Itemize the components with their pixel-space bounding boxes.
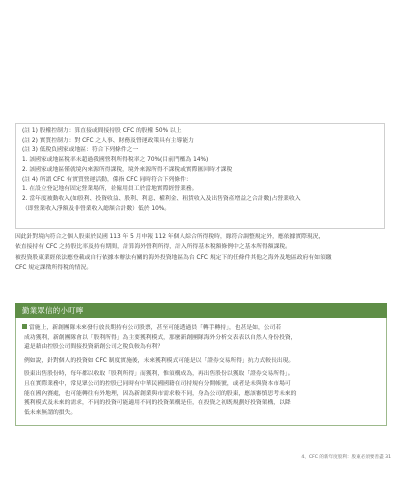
note-line: 1. 該國家或地區稅率未超過我國營利所得稅率之 70%(目前門檻為 14%)	[22, 157, 209, 164]
notes-box	[15, 123, 385, 229]
note-line: 2. 該國家或地區僅就境內來源所得課稅，境外來源所得不課稅或實際匯回時才課稅	[22, 166, 233, 173]
bullet-square-icon	[22, 324, 27, 329]
tip-header	[15, 303, 387, 318]
note-line: 2. 當年度被動收入(如股利、投資收益、股利、利息、權利金、租賃收入及出售資產增益之合計數)占營業收入	[22, 195, 301, 202]
note-line: 1. 在設立登記地有固定營業場所，並僱用員工於當地實際經營業務。	[22, 186, 198, 193]
tip-line: 例如說，針對個人的投資如 CFC 制度實施後，未來獲利模式可能是以「證券交易所得」抗力式較長出現。	[24, 357, 295, 364]
note-line: (註 4) 所謂 CFC 有實質營運活動，係指 CFC 同時符合下列條件：	[22, 176, 192, 183]
tip-line: 能在國內賽處，也可能轉往有外地理，因為新創業與市需求較不同，身為公司的股東，應該審慎思考未來的	[24, 390, 297, 397]
paragraph-line: CFC 規定課徵所得稅的情況。	[15, 264, 93, 271]
note-line: (註 1) 股權控制力：算直接或間接持股 CFC 的股權 50% 以上	[22, 128, 182, 134]
paragraph-line: 依直接持有 CFC 之持股比率及持有期間，計算海外營利所得，計入所得基本稅額條例中之基本所得額課稅。	[15, 244, 291, 251]
tip-body	[15, 318, 387, 426]
page-footer: 4、CFC 的新年度股利：股東必須要善盡 31	[301, 455, 391, 460]
note-line: （即營業收入淨額及非營業收入總額合計數）低於 10%。	[22, 205, 171, 212]
tip-line: 當施上，新創團隊未來發行放長期持有公司股票，甚至可能透過員「轉手轉持」，也甚是如，公司若	[29, 325, 282, 331]
tip-line: 成功獲利，新創團隊會以「股利所得」為主要獲利模式，那麼新創團隊海外分析交表表以自然人身份投資，	[24, 334, 297, 341]
tip-line: 低未來無謂的損失。	[24, 409, 77, 416]
tip-title: 勤業眾信的小叮嚀	[22, 306, 84, 315]
body-paragraph	[15, 232, 387, 273]
note-line: (註 3) 低稅負國家或地區：符合下列條件之一	[22, 147, 139, 154]
tip-paragraph	[22, 370, 380, 418]
tip-line: 獲利模式及未來的需求，不同的投資可能適用不同的投資架構是佳，在投資之初既規劃好投資架構，以降	[24, 400, 291, 407]
paragraph-line: 被投資股東業經依法應登載或自行依據本辦法有關的海外投資地區為台 CFC 規定下的任條件其他之海外及地區政府有如須繳	[15, 254, 332, 261]
tip-paragraph	[22, 357, 380, 367]
tip-paragraph	[22, 324, 380, 353]
tip-line: 股東出售股份時，每年都以收取「股利所得」而獲利，惟須構成為，再出售股份以獲取「證券交易所得」。	[24, 371, 294, 378]
note-line: (註 2) 實質控制力：對 CFC 之人事、財務及營運政策具有主導能力	[22, 137, 194, 144]
tip-line: 還是藉由控股公司間接投資新創公司之稅負較為有利？	[24, 344, 164, 351]
tip-line: 且在實際業務中，常見眾公司的控股已同時有中華民國國籍在司持規有分開帳號，或者是未與資本市場可	[24, 380, 291, 387]
paragraph-line: 因此針對境內符合之個人股東於民國 113 年 5 月申報 112 年個人綜合所得稅時，緣符合調整規定外，應依據實際現況，	[15, 234, 325, 240]
